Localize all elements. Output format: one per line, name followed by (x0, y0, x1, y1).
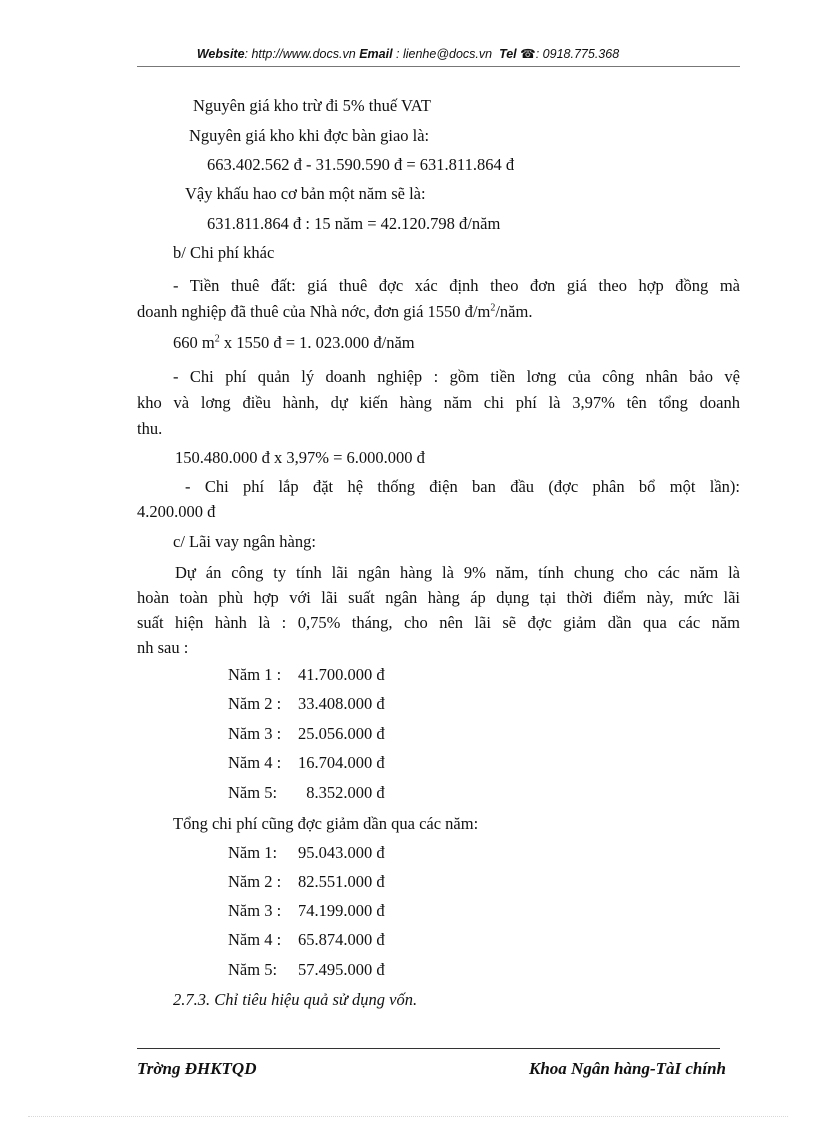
interest-para-line-3: suất hiện hành là : 0,75% tháng, cho nên lãi sẽ đợc giảm dần qua các năm (137, 613, 740, 632)
electric-line-2: 4.200.000 đ (137, 502, 216, 521)
section-heading: 2.7.3. Chỉ tiêu hiệu quả sử dụng vốn. (173, 990, 418, 1009)
land-rent-line-1: - Tiền thuê đất: giá thuê đợc xác định theo đơn giá theo hợp đồng mà (173, 276, 740, 295)
subheading-b: b/ Chi phí khác (173, 243, 275, 262)
paragraph-4: Vậy khấu hao cơ bản một năm sẽ là: (185, 184, 426, 203)
paragraph-1: Nguyên giá kho trừ đi 5% thuế VAT (193, 96, 431, 115)
page-header (0, 46, 816, 61)
total-year-row: Năm 5: 57.495.000 đ (228, 960, 385, 979)
header-website-label: Website (196, 47, 245, 61)
electric-line-1: - Chi phí lắp đặt hệ thống điện ban đầu (đợc phân bổ một lần): (185, 477, 740, 496)
page-bottom-dotted-border (28, 1116, 788, 1117)
interest-year-row: Năm 1 : 41.700.000 đ (228, 665, 385, 684)
paragraph-2: Nguyên giá kho khi đợc bàn giao là: (189, 126, 430, 145)
calc-line-1: 663.402.562 đ - 31.590.590 đ = 631.811.864 đ (207, 155, 515, 174)
header-website-url[interactable]: : http://www.docs.vn (244, 47, 356, 61)
interest-para-line-4: nh sau : (137, 638, 189, 657)
phone-icon: ☎ (520, 47, 536, 61)
land-rent-calc: 660 $m^2$ x 1550 đ = 1. 023.000 đ/năm (173, 333, 415, 352)
header-tel-label: Tel (499, 47, 517, 61)
calc-line-2: 631.811.864 đ : 15 năm = 42.120.798 đ/năm (207, 214, 501, 233)
mgmt-cost-line-3: thu. (137, 419, 163, 438)
total-year-row: Năm 4 : 65.874.000 đ (228, 930, 385, 949)
header-email-label: Email (359, 47, 393, 61)
footer-rule (137, 1048, 720, 1049)
land-rent-line-2: doanh nghiệp đã thuê của Nhà nớc, đơn giá 1550 $đ/m^2$/năm. (137, 302, 533, 321)
total-year-row: Năm 2 : 82.551.000 đ (228, 872, 385, 891)
mgmt-cost-calc: 150.480.000 đ x 3,97% = 6.000.000 đ (175, 448, 425, 467)
mgmt-cost-line-2: kho và lơng điều hành, dự kiến hàng năm chi phí là 3,97% tên tổng doanh (137, 393, 740, 412)
total-year-row: Năm 1: 95.043.000 đ (228, 843, 385, 862)
total-year-row: Năm 3 : 74.199.000 đ (228, 901, 385, 920)
interest-year-row: Năm 4 : 16.704.000 đ (228, 753, 385, 772)
interest-year-row: Năm 2 : 33.408.000 đ (228, 694, 385, 713)
footer-faculty: Khoa Ngân hàng-TàI chính (529, 1059, 726, 1078)
header-rule (137, 66, 740, 67)
interest-para-line-2: hoàn toàn phù hợp với lãi suất ngân hàng áp dụng tại thời điểm này, mức lãi (137, 588, 740, 607)
interest-para-line-1: Dự án công ty tính lãi ngân hàng là 9% năm, tính chung cho các năm là (175, 563, 740, 582)
header-email[interactable]: : lienhe@docs.vn (396, 47, 493, 61)
interest-year-row: Năm 5: 8.352.000 đ (228, 783, 385, 802)
header-tel: : 0918.775.368 (535, 47, 620, 61)
subheading-c: c/ Lãi vay ngân hàng: (173, 532, 316, 551)
total-cost-intro: Tổng chi phí cũng đợc giảm dần qua các năm: (173, 814, 479, 833)
footer-school: Trờng ĐHKTQD (137, 1059, 257, 1078)
interest-year-row: Năm 3 : 25.056.000 đ (228, 724, 385, 743)
mgmt-cost-line-1: - Chi phí quản lý doanh nghiệp : gồm tiền lơng của công nhân bảo vệ (173, 367, 740, 386)
